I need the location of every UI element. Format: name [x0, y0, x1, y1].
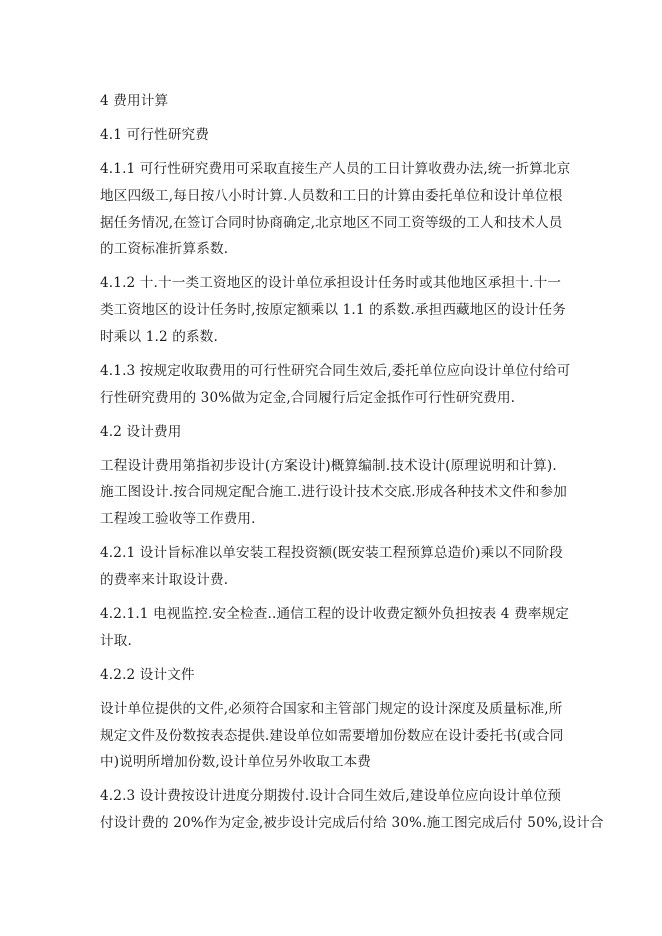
text-line: 4.1.3 按规定收取费用的可行性研究合同生效后,委托单位应向设计单位付给可 — [100, 362, 571, 379]
paragraph — [100, 122, 568, 149]
text-line: 付设计费的 20%作为定金,被步设计完成后付给 30%.施工图完成后付 50%,设计合 — [100, 815, 604, 832]
text-line: 时乘以 1.2 的系数. — [100, 328, 218, 345]
paragraph — [100, 270, 568, 350]
text-line: 4.2.1 设计旨标准以单安装工程投资额(既安装工程预算总造价)乘以不同阶段 — [100, 545, 564, 562]
paragraph — [100, 419, 568, 446]
text-line: 4.1 可行性研究费 — [100, 126, 210, 143]
text-line: 4.1.2 十.十一类工资地区的设计单位承担设计任务时或其他地区承担十.十一 — [100, 275, 562, 292]
text-line: 4.2.2 设计文件 — [100, 666, 195, 683]
document-body — [100, 88, 604, 844]
text-line: 的费率来计取设计费. — [100, 572, 229, 589]
paragraph — [100, 540, 568, 594]
text-line: 中)说明所增加份数,设计单位另外收取工本费 — [100, 754, 372, 771]
paragraph — [100, 696, 568, 776]
text-line: 4 费用计算 — [100, 93, 169, 109]
text-line: 类工资地区的设计任务时,按原定额乘以 1.1 的系数.承担西藏地区的设计任务 — [100, 302, 567, 319]
text-line: 工程设计费用第指初步设计(方案设计)概算编制.技术设计(原理说明和计算). — [100, 457, 557, 474]
text-line: 的工资标准折算系数. — [100, 241, 229, 258]
text-line: 4.2.1.1 电视监控.安全检查..通信工程的设计收费定额外负担按表 4 费率规定 — [100, 606, 570, 623]
paragraph — [100, 358, 571, 412]
text-line: 行性研究费用的 30%做为定金,合同履行后定金抵作可行性研究费用. — [100, 389, 516, 406]
text-line: 4.2.3 设计费按设计进度分期拨付.设计合同生效后,建设单位应向设计单位预 — [100, 788, 562, 805]
text-line: 地区四级工,每日按八小时计算.人员数和工日的计算由委托单位和设计单位根 — [100, 187, 563, 204]
text-line: 据任务情况,在签订合同时协商确定,北京地区不同工资等级的工人和技术人员 — [100, 214, 563, 231]
paragraph — [100, 662, 568, 689]
paragraph — [100, 783, 604, 837]
paragraph — [100, 601, 568, 655]
text-line: 4.1.1 可行性研究费用可采取直接生产人员的工日计算收费办法,统一折算北京 — [100, 160, 571, 177]
paragraph — [100, 453, 568, 533]
text-line: 4.2 设计费用 — [100, 423, 182, 440]
text-line: 设计单位提供的文件,必须符合国家和主管部门规定的设计深度及质量标准,所 — [100, 700, 563, 717]
paragraph — [100, 156, 571, 263]
text-line: 工程竣工验收等工作费用. — [100, 511, 256, 528]
paragraph — [100, 88, 568, 115]
text-line: 规定文件及份数按表态提供.建设单位如需要增加份数应在设计委托书(或合同 — [100, 727, 564, 744]
text-line: 计取. — [100, 632, 132, 649]
text-line: 施工图设计.按合同规定配合施工.进行设计技术交底.形成各种技术文件和参加 — [100, 484, 567, 501]
